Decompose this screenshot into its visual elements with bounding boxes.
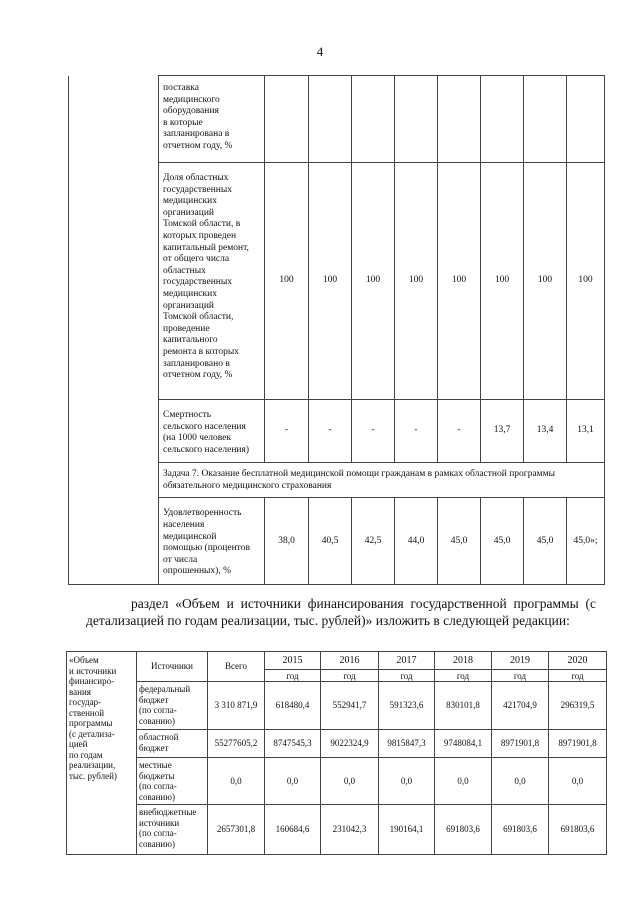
indicator-value: [567, 76, 605, 163]
header-year: [321, 652, 379, 682]
indicator-value: [352, 76, 395, 163]
blank-cell: [69, 498, 159, 585]
blank-cell: [69, 400, 159, 463]
year-value: 0,0: [492, 758, 549, 805]
year-value: 0,0: [435, 758, 492, 805]
amendment-paragraph: [86, 595, 596, 629]
source-name: федеральный бюджет (по согла- сованию): [137, 682, 208, 730]
header-year: [265, 652, 321, 682]
indicator-value: [524, 76, 567, 163]
year-value: 591323,6: [379, 682, 435, 730]
year-value: 9748084,1: [435, 730, 492, 758]
year-value: 0,0: [549, 758, 607, 805]
indicator-value: 100: [265, 163, 309, 400]
year-number: 2017: [396, 655, 417, 666]
indicator-value: [438, 76, 481, 163]
year-number: 2019: [510, 655, 530, 666]
indicator-row: [69, 163, 605, 400]
indicator-value: [309, 76, 352, 163]
indicator-value: 100: [567, 163, 605, 400]
financing-header-row: [67, 652, 607, 682]
indicator-value: 100: [524, 163, 567, 400]
blank-cell: [69, 76, 159, 163]
year-value: 552941,7: [321, 682, 379, 730]
source-name: местные бюджеты (по согла- сованию): [137, 758, 208, 805]
year-suffix: год: [434, 669, 492, 681]
task-text: Задача 7. Оказание бесплатной медицинской помощи гражданам в рамках областной программы обязательного медицинского страхования: [159, 463, 605, 498]
indicator-value: 100: [352, 163, 395, 400]
indicator-value: 13,4: [524, 400, 567, 463]
year-suffix: год: [378, 669, 435, 681]
source-total: 3 310 871,9: [208, 682, 265, 730]
indicator-value: -: [438, 400, 481, 463]
indicator-value: -: [352, 400, 395, 463]
financing-table: [66, 651, 607, 855]
indicator-value: [481, 76, 524, 163]
year-value: 0,0: [379, 758, 435, 805]
indicator-value: 44,0: [395, 498, 438, 585]
year-value: 691803,6: [435, 805, 492, 855]
indicator-value: [265, 76, 309, 163]
year-suffix: год: [264, 669, 321, 681]
blank-cell: [69, 163, 159, 400]
source-total: 0,0: [208, 758, 265, 805]
header-year: [549, 652, 607, 682]
year-value: 0,0: [265, 758, 321, 805]
financing-body: [67, 652, 607, 855]
year-number: 2018: [453, 655, 473, 666]
indicator-row: [69, 400, 605, 463]
task-row: [69, 463, 605, 498]
indicator-label: поставка медицинского оборудования в которые запланирована в отчетном году, %: [159, 76, 265, 163]
year-value: 8971901,8: [492, 730, 549, 758]
source-total: 55277605,2: [208, 730, 265, 758]
indicator-value: 100: [481, 163, 524, 400]
financing-row: [67, 730, 607, 758]
indicator-value: 42,5: [352, 498, 395, 585]
financing-row: [67, 805, 607, 855]
year-suffix: год: [548, 669, 607, 681]
source-name: областной бюджет: [137, 730, 208, 758]
header-total: Всего: [208, 652, 265, 682]
year-value: 231042,3: [321, 805, 379, 855]
year-value: 0,0: [321, 758, 379, 805]
indicator-value: 100: [309, 163, 352, 400]
year-value: 691803,6: [549, 805, 607, 855]
year-value: 9815847,3: [379, 730, 435, 758]
indicator-value: 45,0: [481, 498, 524, 585]
year-value: 190164,1: [379, 805, 435, 855]
indicator-label: Смертность сельского населения (на 1000 человек сельского населения): [159, 400, 265, 463]
header-year: [379, 652, 435, 682]
indicator-value: 13,7: [481, 400, 524, 463]
indicator-value: -: [395, 400, 438, 463]
indicator-value: 40,5: [309, 498, 352, 585]
year-value: 296319,5: [549, 682, 607, 730]
indicator-value: -: [309, 400, 352, 463]
header-sources: Источники: [137, 652, 208, 682]
indicator-value: 45,0: [438, 498, 481, 585]
indicators-body: [69, 76, 605, 585]
year-number: 2015: [282, 655, 303, 666]
indicator-value: 100: [395, 163, 438, 400]
financing-row: [67, 758, 607, 805]
year-value: 9022324,9: [321, 730, 379, 758]
source-total: 2657301,8: [208, 805, 265, 855]
indicator-label: Доля областных государственных медицинских организаций Томской области, в которых проведен капитальный ремонт, от общего числа областных государственных медицинских организаций Томской области, проведение капитального ремонта в которых запланировано в отчетном году, %: [159, 163, 265, 400]
indicator-value: 45,0: [524, 498, 567, 585]
year-number: 2020: [567, 655, 588, 666]
page-number: 4: [316, 44, 324, 59]
indicator-row: [69, 76, 605, 163]
indicator-value: -: [265, 400, 309, 463]
year-value: 618480,4: [265, 682, 321, 730]
financing-caption: «Объем и источники финансиро- вания государ- ственной программы (с детализа- цией по годам реализации, тыс. рублей): [67, 652, 137, 855]
blank-cell: [69, 463, 159, 498]
indicator-row: [69, 498, 605, 585]
financing-row: [67, 682, 607, 730]
indicator-value: 45,0»;: [567, 498, 605, 585]
indicator-value: 38,0: [265, 498, 309, 585]
source-name: внебюджетные источники (по согла- сованию): [137, 805, 208, 855]
amendment-text: раздел «Объем и источники финансирования государственной программы (с детализацией по годам реализации, тыс. рублей)» изложить в следующей редакции:: [86, 596, 596, 628]
header-year: [435, 652, 492, 682]
indicator-value: [395, 76, 438, 163]
indicator-value: 100: [438, 163, 481, 400]
indicators-table: [68, 75, 605, 585]
year-suffix: год: [320, 669, 379, 681]
year-suffix: год: [491, 669, 549, 681]
year-value: 691803,6: [492, 805, 549, 855]
year-value: 8971901,8: [549, 730, 607, 758]
year-value: 160684,6: [265, 805, 321, 855]
indicator-label: Удовлетворенность населения медицинской помощью (процентов от числа опрошенных), %: [159, 498, 265, 585]
header-year: [492, 652, 549, 682]
year-value: 421704,9: [492, 682, 549, 730]
year-value: 830101,8: [435, 682, 492, 730]
indicator-value: 13,1: [567, 400, 605, 463]
year-value: 8747545,3: [265, 730, 321, 758]
year-number: 2016: [339, 655, 360, 666]
